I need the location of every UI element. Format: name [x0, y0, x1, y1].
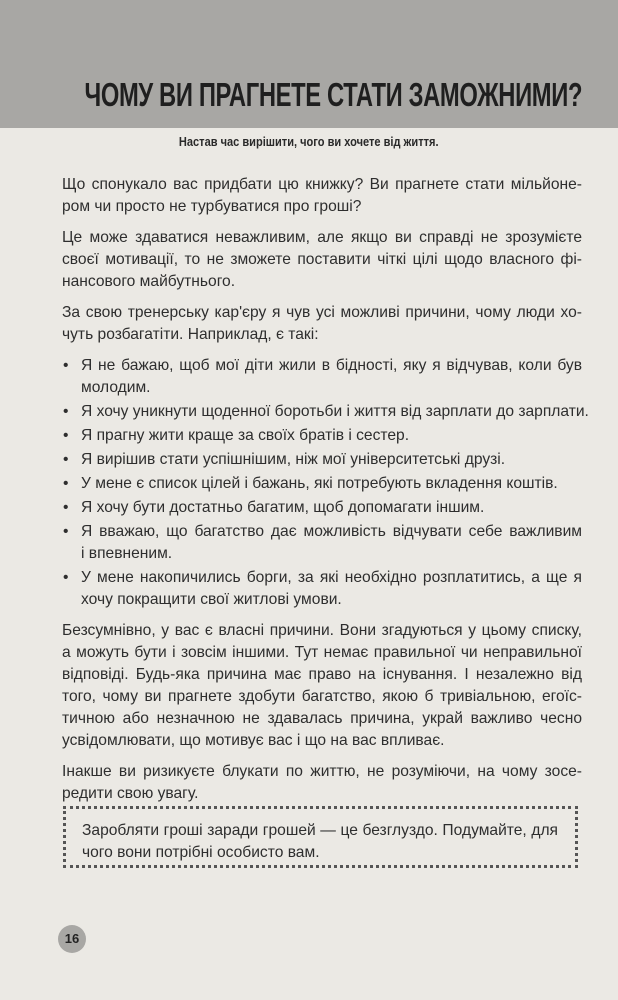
text-line: У мене накопичились борги, за які необхідно розплатитись, а ще я — [81, 569, 582, 586]
bullet-icon: • — [63, 475, 69, 492]
paragraph — [62, 302, 582, 346]
bullet-icon: • — [63, 357, 69, 374]
text-line: Я не бажаю, щоб мої діти жили в бідності, яку я відчував, коли був — [81, 357, 582, 374]
bullet-list — [62, 355, 589, 611]
text-line: а можуть бути і зовсім іншими. Тут немає правильної чи неправильної — [62, 644, 582, 661]
text-line: усвідомлювати, що мотивує вас і що на вас впливає. — [62, 732, 445, 749]
list-item — [62, 473, 582, 495]
text-line: хочу покращити свої житлові умови. — [81, 591, 342, 608]
text-line: Я прагну жити краще за своїх братів і сестер. — [81, 427, 410, 444]
bullet-icon: • — [63, 569, 69, 586]
list-item — [62, 521, 582, 565]
paragraph — [62, 227, 582, 293]
text-line: того, чому ви прагнете здобути багатство, якою б тривіальною, егоїс- — [62, 688, 582, 705]
text-line: Заробляти гроші заради грошей — це безглуздо. Подумайте, для — [82, 822, 558, 839]
text-line: Я вважаю, що багатство дає можливість відчувати себе важливим — [81, 523, 582, 540]
paragraph — [62, 174, 582, 218]
text-line: Інакше ви ризикуєте блукати по життю, не розуміючи, на чому зосе- — [62, 763, 582, 780]
paragraph — [62, 761, 582, 805]
text-line: ром чи просто не турбуватися про гроші? — [62, 198, 362, 215]
callout-box — [63, 806, 578, 868]
text-line: Я хочу уникнути щоденної боротьби і життя від зарплати до зарплати. — [81, 403, 589, 420]
list-item — [62, 497, 582, 519]
subtitle — [0, 133, 618, 151]
bullet-icon: • — [63, 499, 69, 516]
list-item — [62, 449, 582, 471]
text-line: Я хочу бути достатньо багатим, щоб допомагати іншим. — [81, 499, 485, 516]
list-item — [62, 401, 589, 423]
text-line: Це може здаватися неважливим, але якщо ви справді не зрозумієте — [62, 229, 582, 246]
list-item — [62, 355, 582, 399]
text-line: своєї мотивації, то не зможете поставити чіткі цілі щодо власного фі- — [62, 251, 582, 268]
bullet-icon: • — [63, 427, 69, 444]
subtitle-text: Настав час вирішити, чого ви хочете від життя. — [179, 134, 439, 149]
text-line: тичною або незначною не здавалась причина, украй важливо чесно — [62, 710, 582, 727]
bullet-icon: • — [63, 523, 69, 540]
text-line: Я вирішив стати успішнішим, ніж мої університетські друзі. — [81, 451, 506, 468]
text-line: відповіді. Будь-яка причина має право на існування. І незалежно від — [62, 666, 582, 683]
list-item — [62, 567, 582, 611]
bullet-icon: • — [63, 451, 69, 468]
text-line: Що спонукало вас придбати цю книжку? Ви прагнете стати мільйоне- — [62, 176, 582, 193]
text-line: молодим. — [81, 379, 151, 396]
bullet-icon: • — [63, 403, 69, 420]
text-line: чуть розбагатіти. Наприклад, є такі: — [62, 326, 319, 343]
text-line: чого вони потрібні особисто вам. — [82, 844, 320, 861]
page-title: ЧОМУ ВИ ПРАГНЕТЕ СТАТИ ЗАМОЖНИМИ? — [84, 76, 582, 113]
text-line: редити свою увагу. — [62, 785, 199, 802]
text-line: і впевненим. — [81, 545, 173, 562]
callout-text — [82, 820, 558, 864]
paragraph — [62, 620, 582, 752]
text-line: За свою тренерську кар'єру я чув усі можливі причини, чому люди хо- — [62, 304, 582, 321]
text-line: У мене є список цілей і бажань, які потребують вкладення коштів. — [81, 475, 558, 492]
page-number: 16 — [58, 925, 86, 953]
text-line: Безсумнівно, у вас є власні причини. Вони згадуються у цьому списку, — [62, 622, 582, 639]
body-text — [62, 174, 589, 814]
text-line: нансового майбутнього. — [62, 273, 236, 290]
list-item — [62, 425, 582, 447]
